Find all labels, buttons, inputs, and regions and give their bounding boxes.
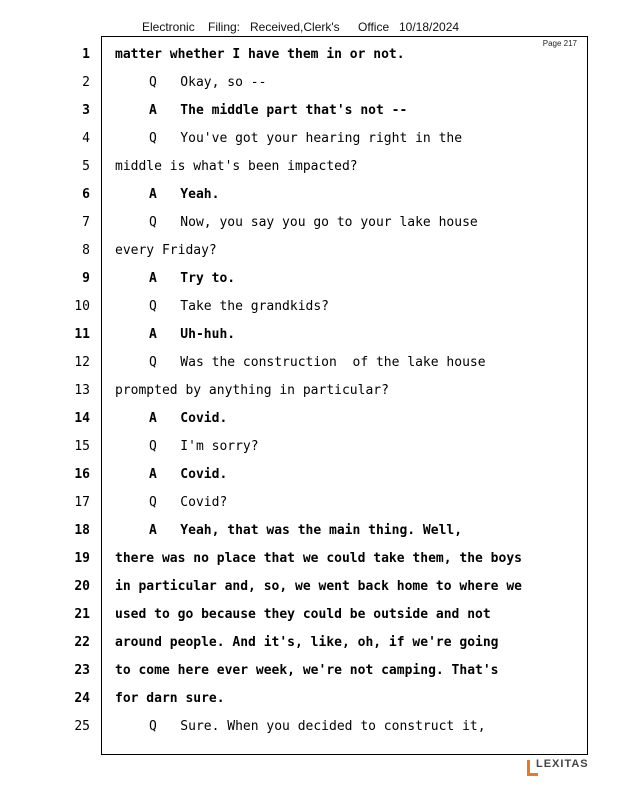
transcript-line: middle is what's been impacted? (115, 159, 358, 174)
lexitas-logo-text: LEXITAS (536, 758, 589, 770)
line-number: 23 (74, 663, 90, 678)
line-number: 25 (74, 719, 90, 734)
transcript-line: Q Okay, so -- (149, 75, 267, 90)
transcript-line: Q Now, you say you go to your lake house (149, 215, 478, 230)
line-number: 24 (74, 691, 90, 706)
transcript-line: A Yeah, that was the main thing. Well, (149, 523, 463, 538)
lexitas-logo (526, 758, 592, 778)
line-number: 10 (74, 299, 90, 314)
transcript-line: Q Take the grandkids? (149, 299, 330, 314)
transcript-line: matter whether I have them in or not. (115, 47, 405, 62)
line-number: 18 (74, 523, 90, 538)
line-number: 12 (74, 355, 90, 370)
line-number: 13 (74, 383, 90, 398)
filing-header-word: Received,Clerk's (250, 20, 340, 34)
filing-header-word: Office (358, 20, 390, 34)
transcript-line: every Friday? (115, 243, 217, 258)
line-number: 6 (82, 187, 90, 202)
transcript-line: around people. And it's, like, oh, if we're going (115, 635, 499, 650)
line-number: 3 (82, 103, 90, 118)
transcript-line: A Covid. (149, 411, 228, 426)
transcript-line: Q Was the construction of the lake house (149, 355, 486, 370)
transcript-line: Q You've got your hearing right in the (149, 131, 463, 146)
line-number: 11 (74, 327, 90, 342)
transcript-line: A The middle part that's not -- (149, 103, 408, 118)
line-number: 1 (82, 47, 90, 62)
line-number: 4 (82, 131, 90, 146)
line-number: 22 (74, 635, 90, 650)
page-number: Page 217 (542, 39, 577, 48)
transcript-line: Q Covid? (149, 495, 228, 510)
line-number: 2 (82, 75, 90, 90)
transcript-line: Q I'm sorry? (149, 439, 259, 454)
transcript-line: A Yeah. (149, 187, 220, 202)
line-number: 17 (74, 495, 90, 510)
transcript-line: there was no place that we could take them, the boys (115, 551, 522, 566)
line-number: 7 (82, 215, 90, 230)
line-number: 5 (82, 159, 90, 174)
transcript-line: for darn sure. (115, 691, 225, 706)
transcript-line: used to go because they could be outside and not (115, 607, 491, 622)
transcript-line: A Covid. (149, 467, 228, 482)
line-number: 9 (82, 271, 90, 286)
line-number: 20 (74, 579, 90, 594)
transcript-line: prompted by anything in particular? (115, 383, 389, 398)
line-number: 8 (82, 243, 90, 258)
filing-header-date: 10/18/2024 (399, 20, 460, 34)
filing-header-word: Filing: (208, 20, 241, 34)
transcript-line: to come here ever week, we're not camping. That's (115, 663, 499, 678)
transcript-line: A Uh-huh. (149, 327, 236, 342)
filing-header (0, 20, 618, 36)
line-number: 15 (74, 439, 90, 454)
line-number: 21 (74, 607, 90, 622)
transcript-line: Q Sure. When you decided to construct it, (149, 719, 486, 734)
filing-header-word: Electronic (142, 20, 195, 34)
line-number: 16 (74, 467, 90, 482)
line-number: 19 (74, 551, 90, 566)
line-number: 14 (74, 411, 90, 426)
transcript-line: A Try to. (149, 271, 236, 286)
transcript-line: in particular and, so, we went back home to where we (115, 579, 522, 594)
